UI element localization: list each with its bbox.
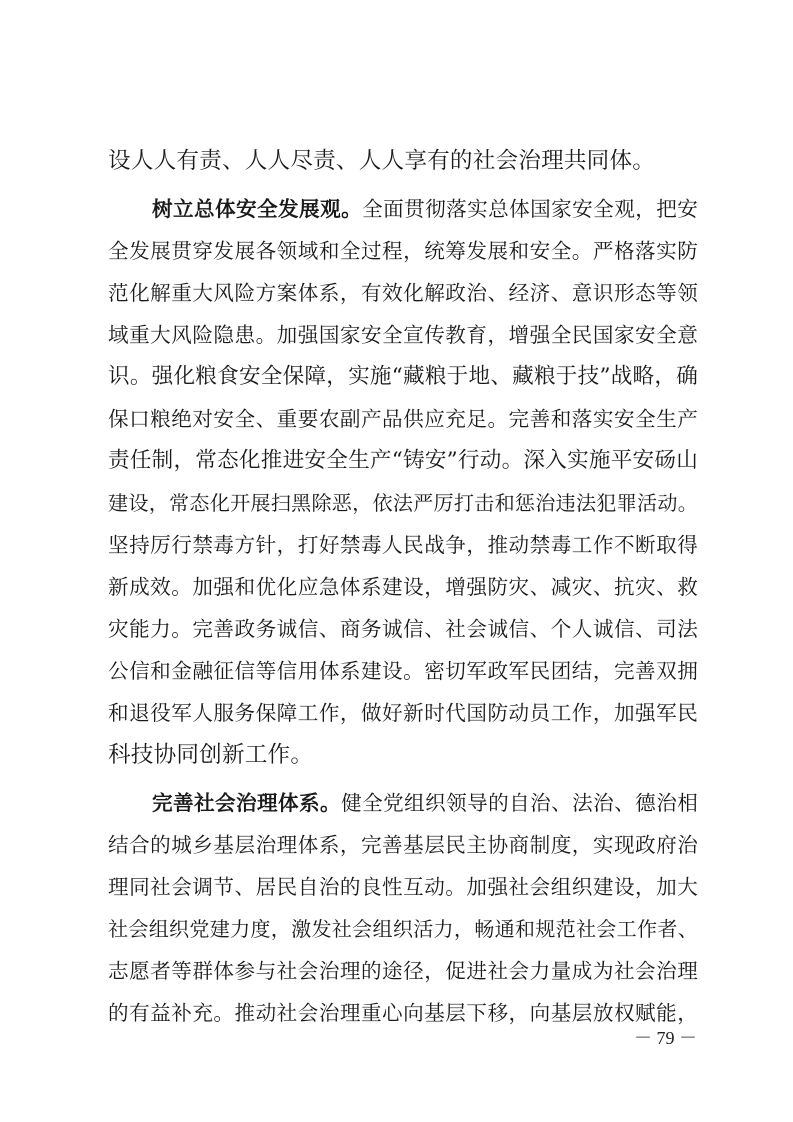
section-heading: 完善社会治理体系。: [152, 791, 342, 815]
paragraph-first-line: [152, 194, 698, 224]
text-line: 识。强化粮食安全保障，实施“藏粮于地、藏粮于技”战略，确: [108, 364, 698, 389]
text-line: 责任制，常态化推进安全生产“铸安”行动。深入实施平安砀山: [108, 448, 698, 473]
text-line: 结合的城乡基层治理体系，完善基层民主协商制度，实现政府治: [108, 833, 698, 857]
page-number: － 79 －: [634, 1028, 697, 1048]
text-line: 域重大风险隐患。加强国家安全宣传教育，增强全民国家安全意: [108, 323, 698, 347]
text-line: 公信和金融征信等信用体系建设。密切军政军民团结，完善双拥: [108, 659, 698, 683]
text-line: 建设，常态化开展扫黑除恶，依法严厉打击和惩治违法犯罪活动。: [108, 491, 698, 515]
text-run: 全面贯彻落实总体国家安全观，把安: [362, 197, 698, 221]
text-line: 科技协同创新工作。: [108, 742, 314, 768]
section-heading: 树立总体安全发展观。: [152, 197, 363, 221]
text-line: 全发展贯穿发展各领域和全过程，统筹发展和安全。严格落实防: [108, 239, 698, 263]
text-line: 社会组织党建力度，激发社会组织活力，畅通和规范社会工作者、: [108, 917, 698, 941]
text-line: 设人人有责、人人尽责、人人享有的社会治理共同体。: [108, 148, 656, 174]
text-line: 灾能力。完善政务诚信、商务诚信、社会诚信、个人诚信、司法: [108, 617, 698, 641]
text-line: 保口粮绝对安全、重要农副产品供应充足。完善和落实安全生产: [108, 407, 698, 431]
text-line: 理同社会调节、居民自治的良性互动。加强社会组织建设，加大: [108, 875, 698, 899]
text-line: 的有益补充。推动社会治理重心向基层下移，向基层放权赋能，: [108, 1001, 698, 1025]
text-line: 和退役军人服务保障工作，做好新时代国防动员工作，加强军民: [108, 701, 698, 725]
text-line: 坚持厉行禁毒方针，打好禁毒人民战争，推动禁毒工作不断取得: [108, 533, 698, 557]
text-line: 新成效。加强和优化应急体系建设，增强防灾、减灾、抗灾、救: [108, 575, 698, 599]
text-run: 健全党组织领导的自治、法治、德治相: [341, 791, 698, 815]
text-line: 范化解重大风险方案体系，有效化解政治、经济、意识形态等领: [108, 281, 698, 305]
paragraph-first-line: [152, 788, 698, 818]
text-line: 志愿者等群体参与社会治理的途径，促进社会力量成为社会治理: [108, 959, 698, 983]
